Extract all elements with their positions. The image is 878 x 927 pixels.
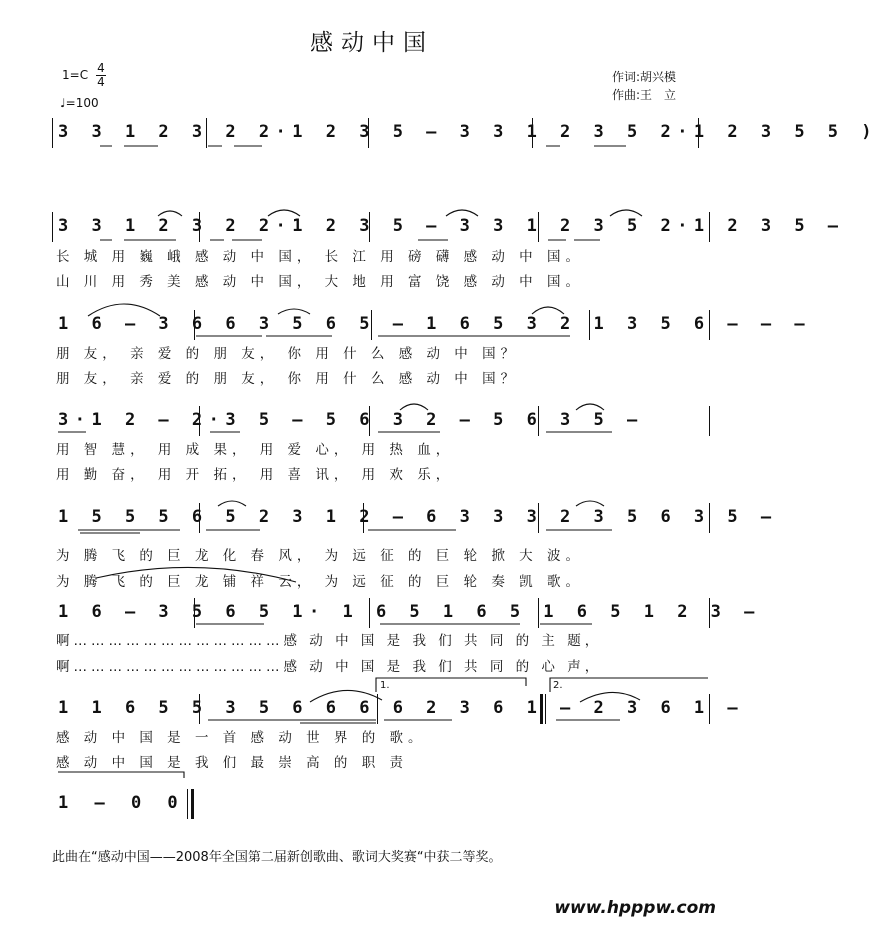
lyricist-credit: 作词:胡兴模 <box>612 70 677 84</box>
lyric-row-7-verse-1: 感 动 中 国 是 一 首 感 动 世 界 的 歌。 <box>56 730 427 746</box>
bar-line <box>589 310 590 340</box>
bar-line <box>709 212 710 242</box>
bar-line <box>538 503 539 533</box>
slur <box>218 501 246 506</box>
bar-line <box>709 598 710 628</box>
bar-line <box>199 694 200 724</box>
bar-line <box>206 118 207 148</box>
bar-line <box>369 406 370 436</box>
song-title: 感动中国 <box>310 30 434 56</box>
time-bottom: 4 <box>97 75 105 89</box>
bar-line <box>194 310 195 340</box>
lyric-row-4-verse-2: 用 勤 奋， 用 开 拓， 用 喜 讯， 用 欢 乐， <box>56 467 455 483</box>
bar-line <box>698 118 699 148</box>
award-footnote: 此曲在“感动中国——2008年全国第二届新创歌曲、歌词大奖赛“中获二等奖。 <box>52 850 502 865</box>
final-bar-line <box>187 789 188 819</box>
slur <box>532 307 564 314</box>
bar-line <box>369 598 370 628</box>
notation-row-1: 3 3 1 2 3 2 2·1 2 3 5 – 3 3 1 2 3 5 2·1 2 3 5 5 ) <box>58 122 878 142</box>
repeat-bar-line <box>540 694 543 724</box>
lyric-row-3-verse-2: 朋 友， 亲 爱 的 朋 友， 你 用 什 么 感 动 中 国？ <box>56 371 520 387</box>
lyric-row-2-verse-1: 长 城 用 巍 峨 感 动 中 国， 长 江 用 磅 礴 感 动 中 国。 <box>56 249 584 265</box>
tempo-value: =100 <box>65 96 99 110</box>
key-label: 1=C <box>62 68 89 82</box>
lyric-row-7-verse-2: 感 动 中 国 是 我 们 最 崇 高 的 职 责 <box>56 755 408 771</box>
bar-line <box>199 406 200 436</box>
notation-row-2: 3 3 1 2 3 2 2·1 2 3 5 – 3 3 1 2 3 5 2·1 2 3 5 – <box>58 216 845 236</box>
lyric-row-5-verse-2: 为 腾 飞 的 巨 龙 铺 祥 云， 为 远 征 的 巨 轮 奏 凯 歌。 <box>56 574 584 590</box>
notation-row-3: 1 6 – 3 6 6 3 5 6 5 – 1 6 5 3 2 1 3 5 6 – – – <box>58 314 812 334</box>
bar-line <box>368 118 369 148</box>
volta-2-bracket <box>550 678 708 692</box>
time-signature <box>96 62 106 88</box>
bar-line <box>532 118 533 148</box>
final-bar-line <box>191 789 194 819</box>
bar-line <box>538 598 539 628</box>
bar-line <box>369 212 370 242</box>
key-signature <box>62 61 105 89</box>
composer-credit: 作曲:王 立 <box>612 88 677 102</box>
volta-1-label: 1. <box>380 680 390 691</box>
notation-row-5: 1 5 5 5 6 5 2 3 1 2 – 6 3 3 3 2 3 5 6 3 5 – <box>58 507 778 527</box>
verse-bracket <box>58 772 184 778</box>
bar-line <box>709 310 710 340</box>
website-watermark: www.hpppw.com <box>554 898 716 918</box>
notation-row-8: 1 – 0 0 <box>58 793 186 813</box>
notation-row-7: 1 1 6 5 5 3 5 6 6 6 6 2 3 6 1 – 2 3 6 1 – <box>58 698 745 718</box>
bar-line <box>52 118 53 148</box>
bar-line <box>371 310 372 340</box>
beam <box>78 530 612 533</box>
lyric-row-6-verse-2: 啊………………………………感 动 中 国 是 我 们 共 同 的 心 声， <box>56 659 603 675</box>
bar-line <box>199 212 200 242</box>
bar-line <box>194 598 195 628</box>
lyric-row-3-verse-1: 朋 友， 亲 爱 的 朋 友， 你 用 什 么 感 动 中 国？ <box>56 346 520 362</box>
bar-line <box>709 503 710 533</box>
bar-line <box>538 406 539 436</box>
repeat-bar-line <box>545 694 546 724</box>
lyric-row-2-verse-2: 山 川 用 秀 美 感 动 中 国， 大 地 用 富 饶 感 动 中 国。 <box>56 274 584 290</box>
bar-line <box>52 212 53 242</box>
lyric-row-6-verse-1: 啊………………………………感 动 中 国 是 我 们 共 同 的 主 题， <box>56 633 603 649</box>
tempo-marking <box>60 96 99 110</box>
bar-line <box>377 694 378 724</box>
quarter-note-icon: ♩ <box>60 96 66 110</box>
bar-line <box>709 406 710 436</box>
notation-row-4: 3·1 2 – 2·3 5 – 5 6 3 2 – 5 6 3 5 – <box>58 410 644 430</box>
bar-line <box>709 694 710 724</box>
slur <box>576 501 604 506</box>
beam <box>208 720 620 723</box>
bar-line <box>538 212 539 242</box>
bar-line <box>363 503 364 533</box>
time-top: 4 <box>97 61 105 75</box>
lyric-row-5-verse-1: 为 腾 飞 的 巨 龙 化 春 风， 为 远 征 的 巨 轮 掀 大 波。 <box>56 548 584 564</box>
lyric-row-4-verse-1: 用 智 慧， 用 成 果， 用 爱 心， 用 热 血， <box>56 442 455 458</box>
volta-2-label: 2. <box>553 680 563 691</box>
notation-row-6: 1 6 – 3 5 6 5 1· 1 6 5 1 6 5 1 6 5 1 2 3 – <box>58 602 761 622</box>
volta-1-bracket <box>376 678 526 692</box>
bar-line <box>199 503 200 533</box>
